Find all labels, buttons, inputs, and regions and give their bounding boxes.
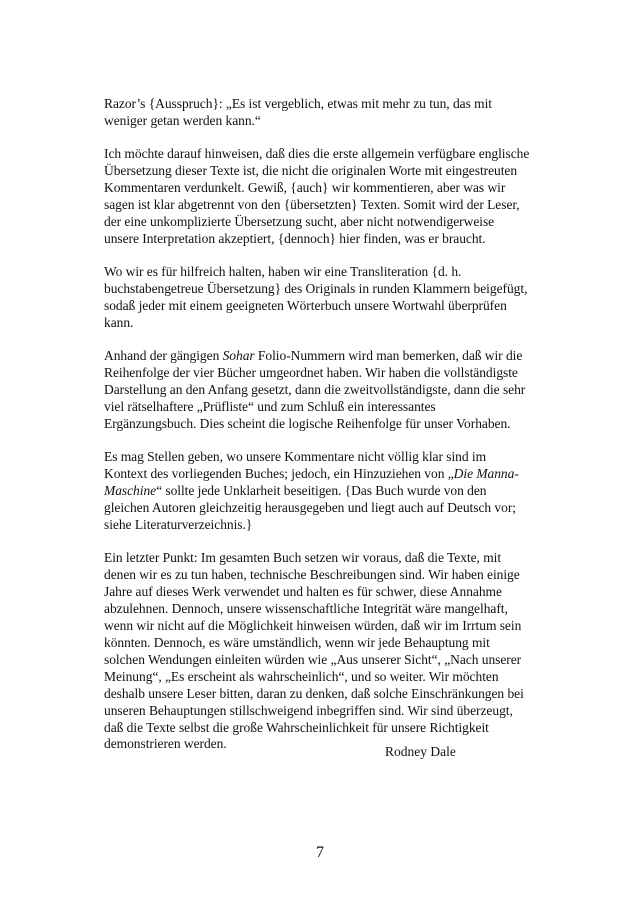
text-line: Reihenfolge der vier Bücher umgeordnet haben. Wir haben die vollständigste [104, 365, 518, 381]
text-line: weniger getan werden kann.“ [104, 112, 261, 128]
text-line: denen wir es zu tun haben, technische Beschreibungen sind. Wir haben einige [104, 567, 520, 583]
text-line: Kommentaren verdunkelt. Gewiß, {auch} wir kommentieren, aber was wir [104, 180, 506, 196]
text-line: deshalb unsere Leser bitten, daran zu denken, daß solche Einschränkungen bei [104, 685, 524, 701]
text-line: könnten. Dennoch, es wäre umständlich, wenn wir jede Behauptung mit [104, 634, 490, 650]
text-line: sagen ist klar abgetrennt von den {übersetzten} Texten. Somit wird der Leser, [104, 197, 520, 213]
text-line: Kontext des vorliegenden Buches; jedoch, ein Hinzuziehen von „Die Manna- [104, 466, 519, 482]
text-line: sodaß jeder mit einem geeigneten Wörterbuch unsere Wortwahl überprüfen [104, 298, 507, 314]
italic-title: Die Manna- [453, 466, 519, 482]
italic-title: Sohar [222, 348, 255, 364]
text-line: Darstellung an den Anfang gesetzt, dann die zweitvollständigste, dann die sehr [104, 382, 526, 398]
text-line: Maschine“ sollte jede Unklarheit beseitigen. {Das Buch wurde von den [104, 483, 487, 499]
text-line: unsere Interpretation akzeptiert, {dennoch} hier finden, was er braucht. [104, 230, 486, 246]
paragraph-final-point [104, 550, 554, 753]
page-number: 7 [316, 844, 324, 861]
text-line: solchen Wendungen einleiten würden wie „Aus unserer Sicht“, „Nach unserer [104, 651, 522, 667]
text-line: wenn wir nicht auf die Möglichkeit hinweisen würden, daß wir im Irrtum sein [104, 618, 522, 634]
text-line: Übersetzung dieser Texte ist, die nicht die originalen Worte mit eingestreuten [104, 163, 518, 179]
text-line: Ergänzungsbuch. Dies scheint die logische Reihenfolge für unser Vorhaben. [104, 416, 511, 431]
document-body [104, 96, 554, 770]
text-line: siehe Literaturverzeichnis.} [104, 517, 253, 533]
text-line: buchstabengetreue Übersetzung} des Originals in runden Klammern beigefügt, [104, 281, 528, 297]
text-line: der eine unkomplizierte Übersetzung sucht, aber nicht notwendigerweise [104, 213, 495, 229]
text-line: Razor’s {Ausspruch}: „Es ist vergeblich, etwas mit mehr zu tun, das mit [104, 96, 492, 111]
text-line: abzulehnen. Dennoch, unsere wissenschaftliche Integrität wäre mangelhaft, [104, 601, 508, 617]
text-line: Ich möchte darauf hinweisen, daß dies die erste allgemein verfügbare englische [104, 146, 530, 162]
text-line: Anhand der gängigen Sohar Folio-Nummern wird man bemerken, daß wir die [104, 348, 523, 364]
text-line: daß die Texte selbst die große Wahrscheinlichkeit für unsere Richtigkeit [104, 719, 489, 735]
text-line: kann. [104, 314, 134, 330]
text-line: Jahre auf dieses Werk verwendet und halten es für schwer, diese Annahme [104, 584, 502, 600]
text-line: Meinung“, „Es erscheint als wahrscheinlich“, und so weiter. Wir möchten [104, 668, 499, 684]
text-line: demonstrieren werden. [104, 736, 227, 752]
text-line: Es mag Stellen geben, wo unsere Kommentare nicht völlig klar sind im [104, 449, 487, 465]
text-line: viel rätselhaftere „Prüfliste“ und zum Schluß ein interessantes [104, 399, 436, 415]
author-signature: Rodney Dale [385, 744, 456, 759]
italic-title: Maschine [104, 483, 157, 499]
paragraph-quote [104, 96, 554, 130]
paragraph-commentary [104, 449, 554, 534]
text-line: unseren Behauptungen stillschweigend inbegriffen sind. Wir sind überzeugt, [104, 702, 513, 718]
text-line: Wo wir es für hilfreich halten, haben wir eine Transliteration {d. h. [104, 264, 462, 280]
paragraph-transliteration [104, 264, 554, 332]
text-line: gleichen Autoren gleichzeitig herausgegeben und liegt auch auf Deutsch vor; [104, 500, 516, 516]
paragraph-translation-note [104, 146, 554, 247]
text-line: Ein letzter Punkt: Im gesamten Buch setzen wir voraus, daß die Texte, mit [104, 550, 502, 566]
paragraph-book-order [104, 348, 554, 433]
